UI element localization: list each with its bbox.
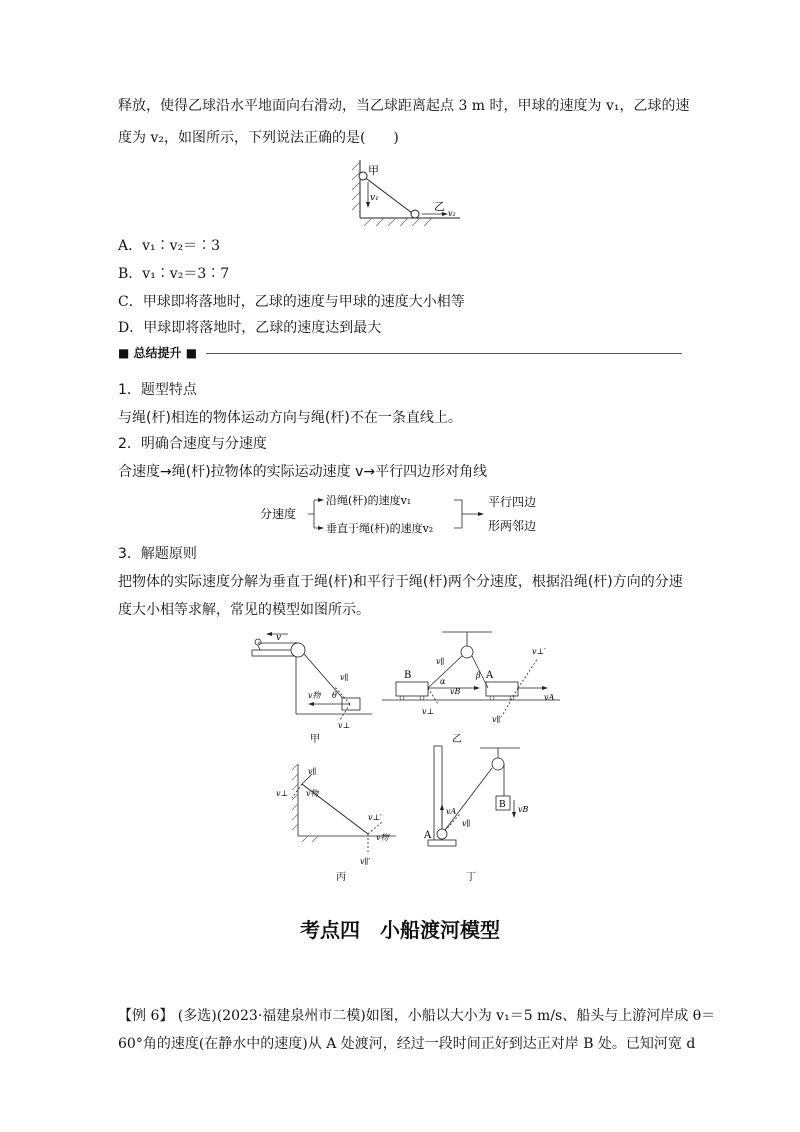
svg-text:v∥: v∥ xyxy=(436,657,445,666)
example-line-1: 【例 6】 (多选)(2023·福建泉州市二模)如图，小船以大小为 v₁＝5 m/s、船头与上游河岸成 θ＝ xyxy=(118,1008,716,1024)
option-a: A．v₁∶v₂＝∶3 xyxy=(118,238,221,254)
svg-text:A: A xyxy=(424,830,432,841)
velocity-decomposition-diagram xyxy=(258,490,578,538)
caption-jia: 甲 xyxy=(310,734,320,745)
square-bullet-icon: ■ xyxy=(118,346,134,360)
question-line-1: 释放，使得乙球沿水平地面向右滑动，当乙球距离起点 3 m 时，甲球的速度为 v₁，乙球的速 xyxy=(118,98,690,114)
svg-text:θ: θ xyxy=(332,691,337,700)
option-b: B．v₁∶v₂＝3∶7 xyxy=(118,266,230,282)
summary-heading-1: 1．题型特点 xyxy=(118,382,197,398)
summary-text-1: 与绳(杆)相连的物体运动方向与绳(杆)不在一条直线上。 xyxy=(118,410,462,426)
figure-ball-slide xyxy=(340,158,470,226)
model-jia xyxy=(248,628,378,746)
svg-text:v∥: v∥ xyxy=(308,767,317,776)
model-ding xyxy=(410,742,530,882)
label-jia: 甲 xyxy=(368,164,379,177)
caption-yi: 乙 xyxy=(452,734,462,745)
summary-text-2: 合速度→绳(杆)拉物体的实际运动速度 v→平行四边形对角线 xyxy=(118,464,488,480)
chapter-title: 考点四 小船渡河模型 xyxy=(300,918,500,942)
svg-text:B: B xyxy=(404,670,412,681)
svg-text:v∥′: v∥′ xyxy=(492,715,503,724)
svg-text:v⊥: v⊥ xyxy=(422,707,435,716)
summary-text-3a: 把物体的实际速度分解为垂直于绳(杆)和平行于绳(杆)两个分速度，根据沿绳(杆)方向的分速 xyxy=(118,574,683,590)
svg-text:v∥: v∥ xyxy=(340,673,349,682)
svg-text:v: v xyxy=(276,633,282,643)
question-line-2: 度为 v₂，如图所示，下列说法正确的是( ) xyxy=(118,130,399,146)
caption-bing: 丙 xyxy=(336,872,346,882)
model-yi xyxy=(382,628,562,746)
svg-text:vA: vA xyxy=(544,693,555,702)
decomp-bottom: 垂直于绳(杆)的速度v₂ xyxy=(326,522,434,535)
svg-text:B: B xyxy=(499,800,506,810)
summary-title: 总结提升 xyxy=(133,346,182,360)
svg-text:β: β xyxy=(476,671,481,680)
svg-text:v⊥′: v⊥′ xyxy=(368,813,382,822)
decomp-left: 分速度 xyxy=(260,507,297,521)
svg-text:v物′: v物′ xyxy=(376,833,391,842)
svg-text:v物: v物 xyxy=(306,789,319,798)
svg-text:v物: v物 xyxy=(308,691,321,700)
summary-text-3b: 度大小相等求解，常见的模型如图所示。 xyxy=(118,602,370,618)
example-line-2: 60°角的速度(在静水中的速度)从 A 处渡河，经过一段时间正好到达正对岸 B 处。已知河宽 d xyxy=(118,1036,696,1052)
svg-text:vB: vB xyxy=(450,687,461,696)
caption-ding: 丁 xyxy=(466,872,476,882)
model-bing xyxy=(272,760,402,882)
label-yi: 乙 xyxy=(434,200,445,213)
svg-text:v⊥: v⊥ xyxy=(276,789,289,798)
decomp-right-1: 平行四边 xyxy=(488,495,537,509)
svg-text:v⊥: v⊥ xyxy=(338,721,351,730)
option-c: C．甲球即将落地时，乙球的速度与甲球的速度大小相等 xyxy=(118,294,465,310)
label-v1: v₁ xyxy=(370,193,379,203)
svg-text:vA: vA xyxy=(446,807,457,816)
svg-text:α: α xyxy=(440,677,446,686)
svg-text:vB: vB xyxy=(518,805,529,814)
svg-text:v∥′: v∥′ xyxy=(360,857,371,866)
decomp-top: 沿绳(杆)的速度v₁ xyxy=(326,494,412,507)
ball-jia xyxy=(359,172,367,180)
summary-header: ■ 总结提升 ■ xyxy=(118,346,682,360)
decomp-right-2: 形两邻边 xyxy=(488,519,537,533)
summary-heading-3: 3．解题原则 xyxy=(118,546,197,562)
svg-text:v∥: v∥ xyxy=(462,819,471,828)
svg-text:A: A xyxy=(486,670,494,681)
svg-text:v⊥′: v⊥′ xyxy=(532,647,546,656)
label-v2: v₂ xyxy=(448,209,456,218)
ball-yi xyxy=(411,210,419,218)
summary-heading-2: 2．明确合速度与分速度 xyxy=(118,436,267,452)
option-d: D．甲球即将落地时，乙球的速度达到最大 xyxy=(118,320,382,336)
